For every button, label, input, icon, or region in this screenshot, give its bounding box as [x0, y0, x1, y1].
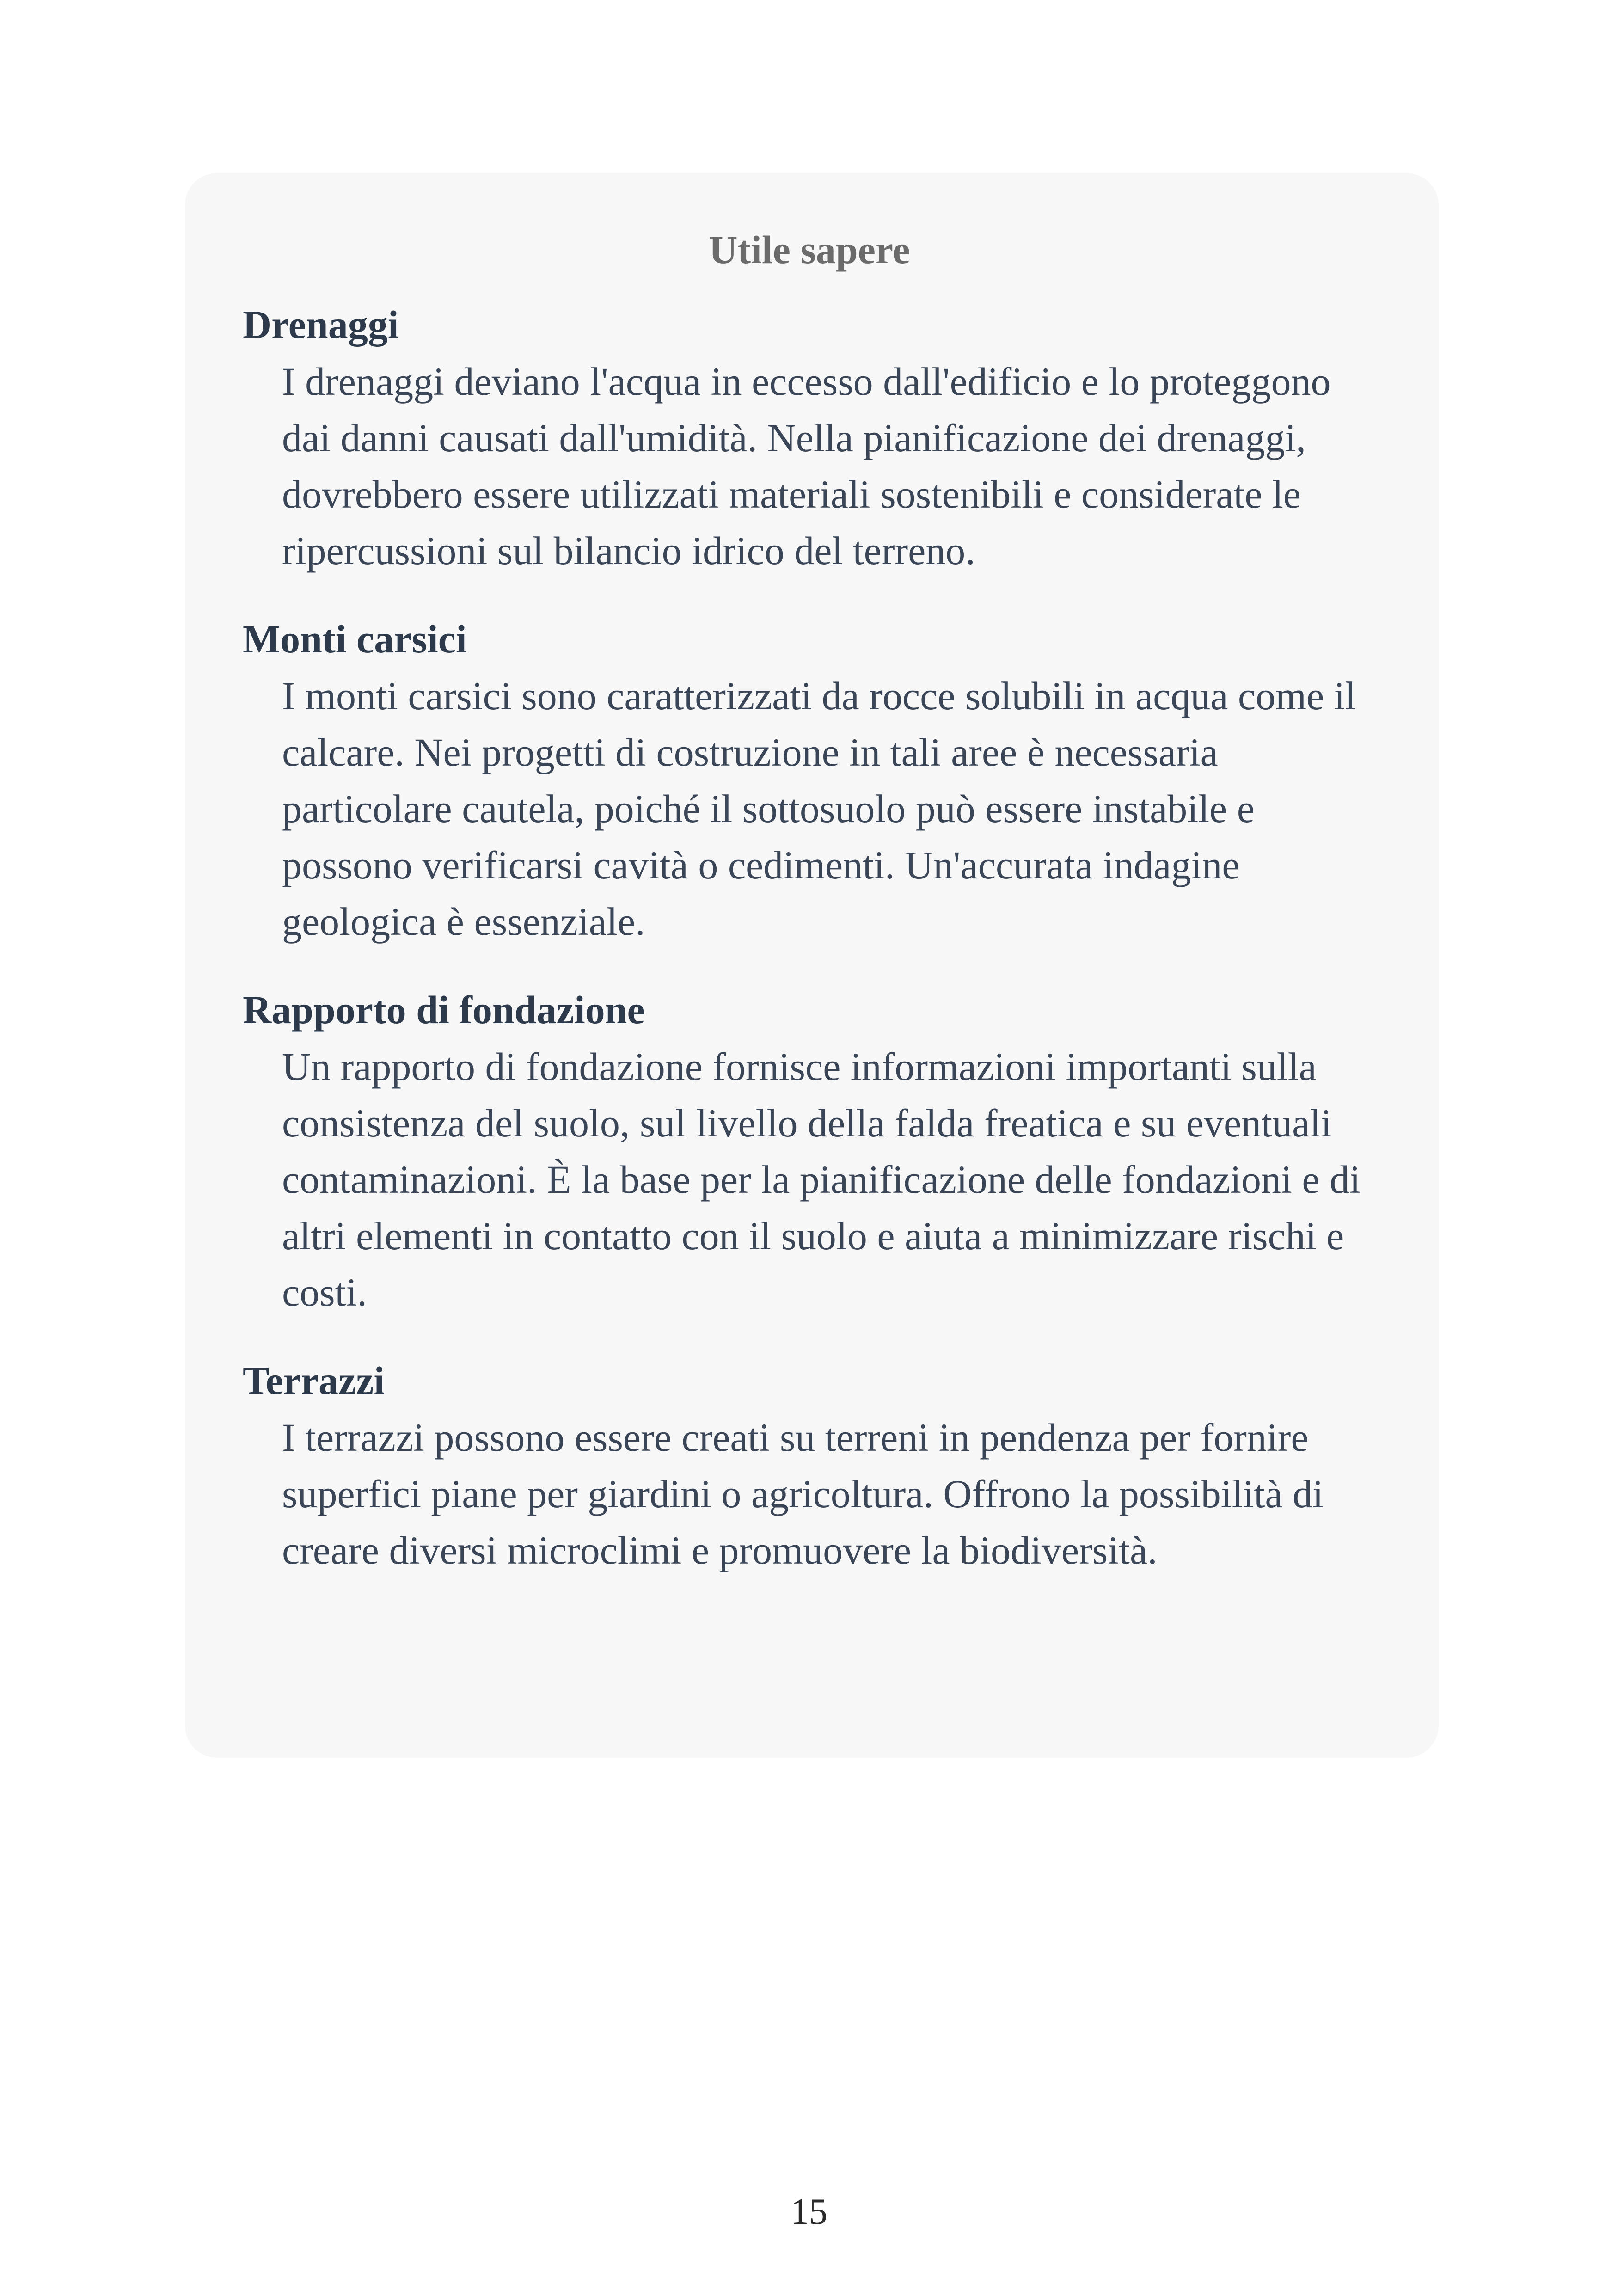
box-title: Utile sapere	[709, 227, 910, 272]
section-body: I terrazzi possono essere creati su terreni in pendenza per fornire superfici piane per giardini o agricoltura. Offrono la possibilità di creare diversi microclimi e promuovere la biodiversità.	[282, 1415, 1324, 1572]
section-heading: Terrazzi	[243, 1358, 385, 1403]
section-body: Un rapporto di fondazione fornisce informazioni importanti sulla consistenza del suolo, sul livello della falda freatica e su eventuali contaminazioni. È la base per la pianificazione delle fondazioni e di altri elementi in contatto con il suolo e aiuta a minimizzare rischi e costi.	[282, 1044, 1361, 1314]
section-heading: Rapporto di fondazione	[243, 988, 645, 1032]
info-box	[185, 173, 1439, 1758]
section-rapporto-di-fondazione	[243, 987, 1376, 1320]
section-heading: Drenaggi	[243, 302, 399, 347]
section-monti-carsici	[243, 616, 1376, 950]
section-drenaggi	[243, 301, 1376, 579]
section-body: I drenaggi deviano l'acqua in eccesso dall'edificio e lo proteggono dai danni causati dall'umidità. Nella pianificazione dei drenaggi, dovrebbero essere utilizzati materiali sostenibili e considerate le ripercussioni sul bilancio idrico del terreno.	[282, 359, 1331, 573]
page-number: 15	[791, 2192, 827, 2232]
section-body: I monti carsici sono caratterizzati da rocce solubili in acqua come il calcare. Nei progetti di costruzione in tali aree è necessaria particolare cautela, poiché il sottosuolo può essere instabile e possono verificarsi cavità o cedimenti. Un'accurata indagine geologica è essenziale.	[282, 674, 1356, 944]
section-terrazzi	[243, 1357, 1376, 1578]
section-heading: Monti carsici	[243, 617, 467, 661]
